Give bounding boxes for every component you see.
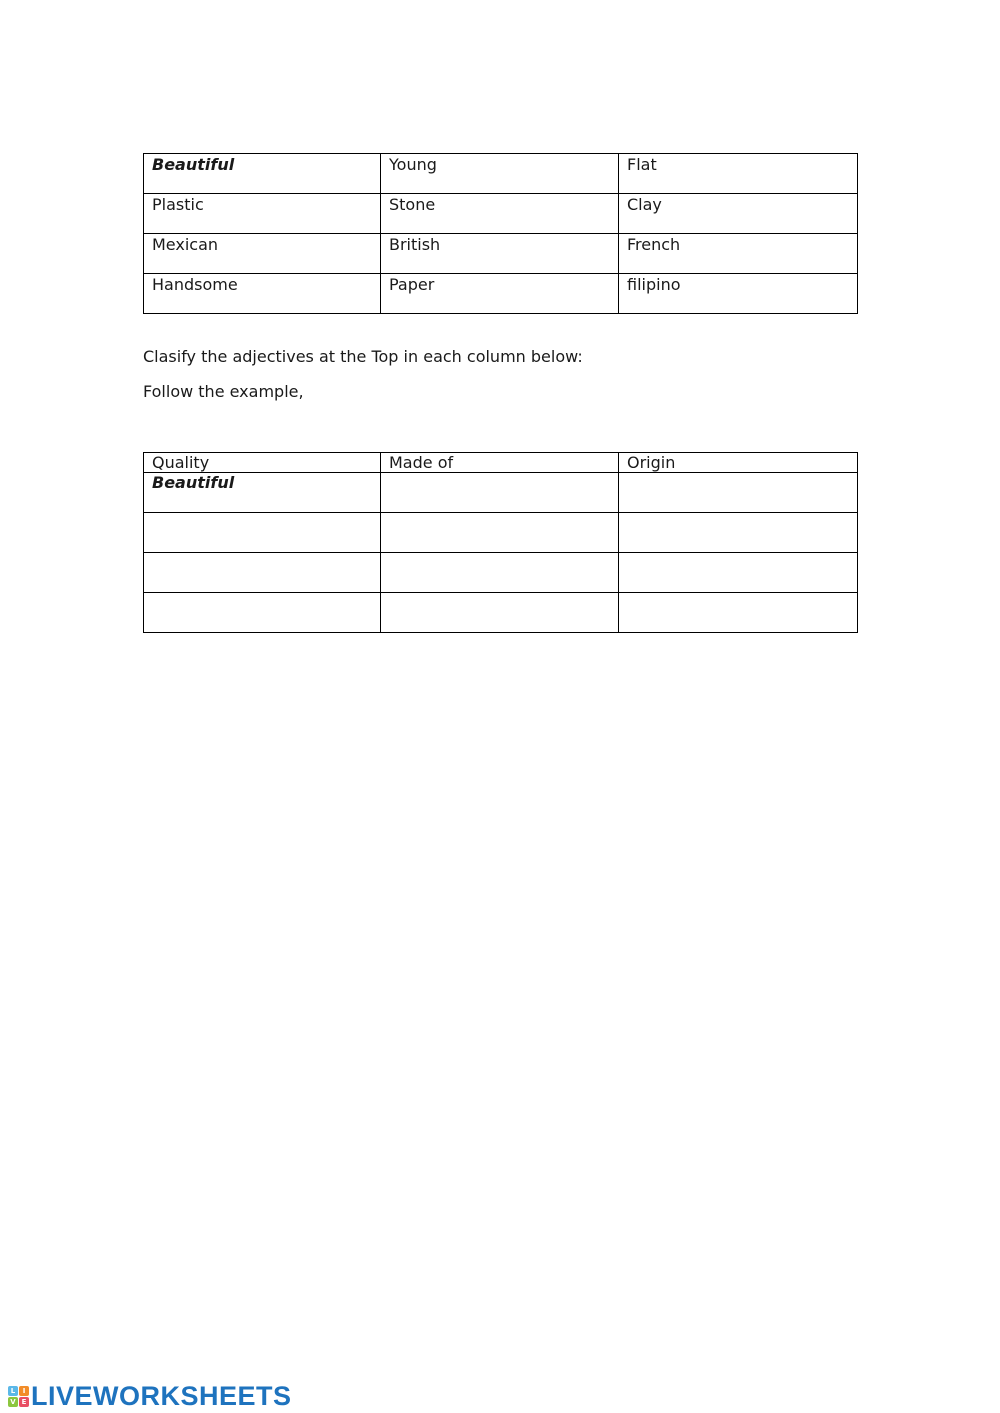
header-made-of: Made of — [381, 453, 619, 473]
answer-cell[interactable] — [144, 593, 381, 633]
answer-cell[interactable] — [619, 473, 858, 513]
table-row — [144, 194, 858, 234]
adjective-word-table — [143, 153, 858, 314]
answer-cell[interactable] — [381, 513, 619, 553]
word-cell: Plastic — [144, 194, 381, 234]
logo-block: E — [19, 1397, 29, 1407]
table-row — [144, 593, 858, 633]
table-row — [144, 274, 858, 314]
instruction-text: Clasify the adjectives at the Top in each column below: — [143, 347, 583, 366]
answer-cell[interactable] — [381, 593, 619, 633]
header-origin: Origin — [619, 453, 858, 473]
answer-cell[interactable] — [381, 473, 619, 513]
logo-blocks-icon — [8, 1386, 29, 1407]
word-cell: Stone — [381, 194, 619, 234]
word-cell: Beautiful — [144, 154, 381, 194]
table-header-row — [144, 453, 858, 473]
answer-cell[interactable] — [619, 513, 858, 553]
word-cell: French — [619, 234, 858, 274]
logo-block: L — [8, 1386, 18, 1396]
example-answer-cell: Beautiful — [144, 473, 381, 513]
answer-cell[interactable] — [144, 513, 381, 553]
table-row — [144, 553, 858, 593]
classification-answer-table — [143, 452, 858, 633]
table-row — [144, 234, 858, 274]
example-instruction-text: Follow the example, — [143, 382, 304, 401]
logo-text: LIVEWORKSHEETS — [31, 1381, 292, 1411]
word-cell: filipino — [619, 274, 858, 314]
liveworksheets-logo — [8, 1382, 292, 1410]
word-cell: Handsome — [144, 274, 381, 314]
table-row — [144, 154, 858, 194]
header-quality: Quality — [144, 453, 381, 473]
table-row — [144, 473, 858, 513]
answer-cell[interactable] — [619, 553, 858, 593]
word-cell: Paper — [381, 274, 619, 314]
answer-cell[interactable] — [619, 593, 858, 633]
word-cell: British — [381, 234, 619, 274]
answer-cell[interactable] — [144, 553, 381, 593]
word-cell: Clay — [619, 194, 858, 234]
word-cell: Mexican — [144, 234, 381, 274]
logo-block: I — [19, 1386, 29, 1396]
table-row — [144, 513, 858, 553]
answer-cell[interactable] — [381, 553, 619, 593]
logo-block: V — [8, 1397, 18, 1407]
word-cell: Flat — [619, 154, 858, 194]
word-cell: Young — [381, 154, 619, 194]
